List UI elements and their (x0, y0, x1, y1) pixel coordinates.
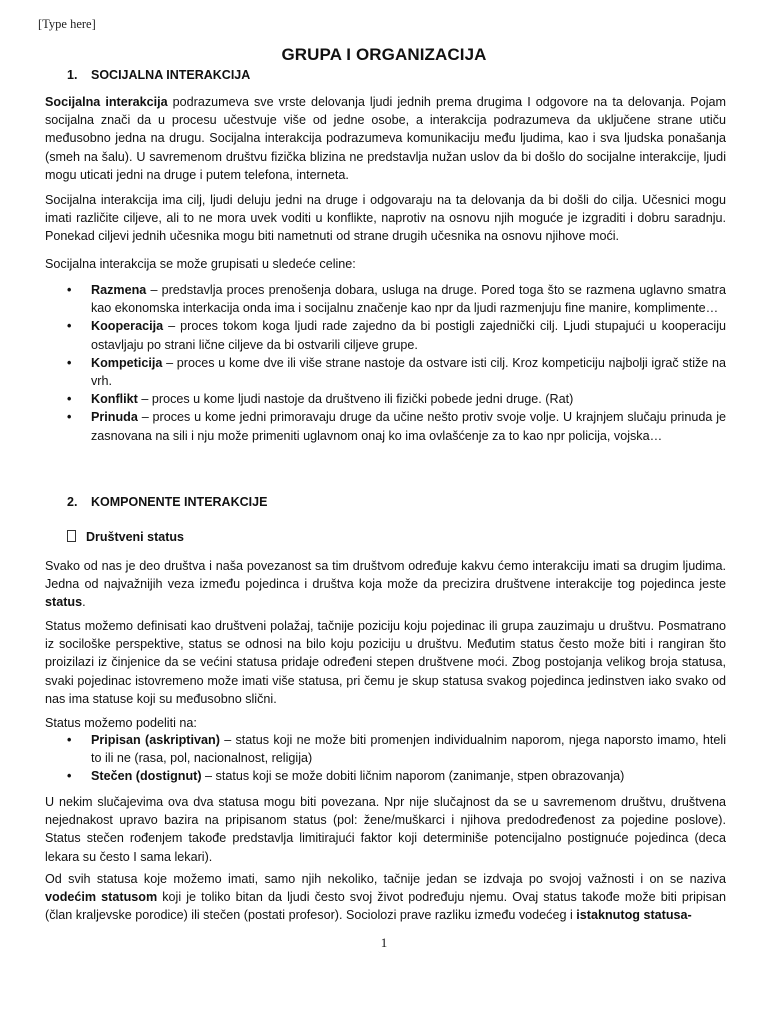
paragraph-5: Status možemo definisati kao društveni polažaj, tačnije poziciju koju pojedinac ili grupa zauzimaju u društvu. Posmatrano iz sociloške perspektive, status se odnosi na bilo koju poziciju u društvu. Međutim status često može biti i rangiran što proizilazi iz činjenice da se većini statusa pridaje određeni stepen društvene moći. Zbog postojanja velikog broja statusa, svaki pojedinac istovremeno može imati više statusa, pri čemu je skup statusa svakog pojedinca jedinstven iako svako od nas ima statuse koji su međusobno slični. (45, 619, 726, 706)
section-heading-2 (67, 495, 267, 509)
paragraph-8-bold-a: vodećim statusom (45, 890, 158, 905)
section-number: 2. (67, 495, 78, 509)
paragraph-4 (45, 557, 726, 612)
paragraph-6: Status možemo podeliti na: (45, 716, 197, 730)
section-number: 1. (67, 68, 78, 82)
list-item-desc: – proces tokom koga ljudi rade zajedno da bi postigli zajednički cilj. Ljudi stupajući u kooperaciju ostavljaju po strani lične ciljeve da bi ostvarili ciljeve grupe. (91, 319, 726, 352)
bullet-icon: • (67, 283, 72, 297)
list-item (45, 390, 726, 408)
paragraph-8-bold-b: istaknutog statusa- (576, 908, 692, 923)
list-item (45, 408, 726, 444)
paragraph-8-text-b: koji je toliko bitan da ljudi često svoj život podređuju njemu. Ovaj status takođe može biti pripisan (član kraljevske porodice) ili stečen (postati profesor). Sociolozi prave razliku između vodećeg i (45, 890, 726, 923)
section-label: KOMPONENTE INTERAKCIJE (91, 495, 268, 509)
list-item-desc: – proces u kome ljudi nastoje da društveno ili fizički pobede jedni druge. (Rat) (137, 392, 574, 407)
list-item-term: Kooperacija (91, 319, 164, 334)
subsection-heading (67, 530, 184, 544)
bullet-icon: • (67, 733, 72, 747)
list-item (45, 767, 726, 785)
list-item-term: Pripisan (askriptivan) (91, 733, 220, 747)
bullet-icon: • (67, 392, 72, 407)
status-types-list (45, 731, 726, 786)
paragraph-4-bold: status (45, 595, 83, 610)
list-item-term: Kompeticija (91, 355, 163, 370)
bullet-icon: • (67, 769, 72, 784)
section-heading-1 (67, 68, 250, 82)
list-item (45, 731, 726, 767)
list-item-term: Konflikt (91, 392, 138, 407)
list-item (45, 354, 726, 390)
document-title: GRUPA I ORGANIZACIJA (281, 45, 487, 64)
list-item (45, 281, 726, 317)
paragraph-3: Socijalna interakcija se može grupisati u sledeće celine: (45, 257, 356, 271)
list-item-desc: – predstavlja proces prenošenja dobara, usluga na druge. Pored toga što se razmena uglavno smatra kao ekonomska interkacija onda ima i socijalnu značenje kao npr da ljudi razmenjuju fine manire, komplimente… (91, 283, 726, 316)
paragraph-2: Socijalna interakcija ima cilj, ljudi deluju jedni na druge i odgovaraju na ta delovanja da bi došli do cilja. Učesnici mogu imati različite ciljeve, ali to ne mora uvek voditi u konflikte, naprotiv na osnovu njih moguće je izgraditi i dobru saradnju. Ponekad ciljevi jednih učesnika mogu biti nametnuti od strane drugih učesnika na osnovu njihove moći. (45, 193, 726, 244)
bullet-icon: • (67, 319, 72, 334)
subsection-label: Društveni status (86, 530, 184, 544)
paragraph-4-text: Svako od nas je deo društva i naša povezanost sa tim društvom određuje kakvu ćemo interakciju imati sa drugim ljudima. Jedna od najvažnijih veza između pojedinca i društva koja može da precizira društvene interakcije tog pojedinca jeste (45, 559, 726, 592)
page-header: [Type here] (38, 17, 96, 31)
paragraph-1 (45, 93, 726, 184)
list-item-desc: – status koji se može dobiti ličnim naporom (zanimanje, stpen obrazovanja) (201, 769, 625, 784)
paragraph-8-text-a: Od svih statusa koje možemo imati, samo njih nekoliko, tačnije jedan se izdvaja po svojoj važnosti i on se naziva (45, 872, 726, 886)
list-item (45, 317, 726, 353)
section-label: SOCIJALNA INTERAKCIJA (91, 68, 251, 82)
checkbox-glyph-icon (67, 530, 76, 542)
list-item-desc: – proces u kome jedni primoravaju druge da učine nešto protiv svoje volje. U krajnjem slučaju prinuda je zasnovana na sili i nju može primeniti uglavnom onaj ko ima ovlašćenje za to kao npr policija, vojska… (91, 410, 726, 443)
list-item-desc: – status koji ne može biti promenjen individualnim naporom, njega naporsto imamo, hteli to ili ne (rasa, pol, nacionalnost, religija) (91, 733, 726, 766)
list-item-term: Stečen (dostignut) (91, 769, 202, 784)
interaction-types-list (45, 281, 726, 445)
page-number: 1 (380, 935, 388, 950)
paragraph-7: U nekim slučajevima ova dva statusa mogu biti povezana. Npr nije slučajnost da se u savremenom društvu, društvena nejednakost upravo bazira na pripisanom status (pol: žene/muškarci i njihova predodređenost za pojedine poslove). Status stečen rođenjem takođe predstavlja limitirajući faktor koji determiniše potencijalno postignuće pojedinca (deca lekara su često I sama lekari). (45, 795, 726, 864)
bullet-icon: • (67, 355, 72, 370)
list-item-term: Prinuda (91, 410, 138, 425)
paragraph-4-end: . (82, 595, 86, 610)
paragraph-1-bold: Socijalna interakcija (45, 95, 168, 109)
bullet-icon: • (67, 410, 72, 425)
list-item-desc: – proces u kome dve ili više strane nastoje da ostvare isti cilj. Kroz kompeticiju najbolji igrač stiže na vrh. (91, 355, 726, 389)
paragraph-1-text: podrazumeva sve vrste delovanja ljudi jednih prema drugima I odgovore na ta delovanja. Pojam socijalna znači da u procesu učestvuje više od jedne osobe, a interakcija podrazumeva da uključene strane utiču međusobno jedna na drugu. Socijalna interakcija podrazumeva komunikaciju među ljudima, kao i sva ljudska ponašanja (smeh na šalu). U savremenom društvu fizička blizina ne predstavlja nužan uslov da bi došlo do socijalne interakcije, ljudi mogu uticati jedni na druge i putem telefona, interneta. (45, 95, 726, 182)
list-item-term: Razmena (91, 283, 147, 297)
paragraph-8 (45, 870, 726, 925)
